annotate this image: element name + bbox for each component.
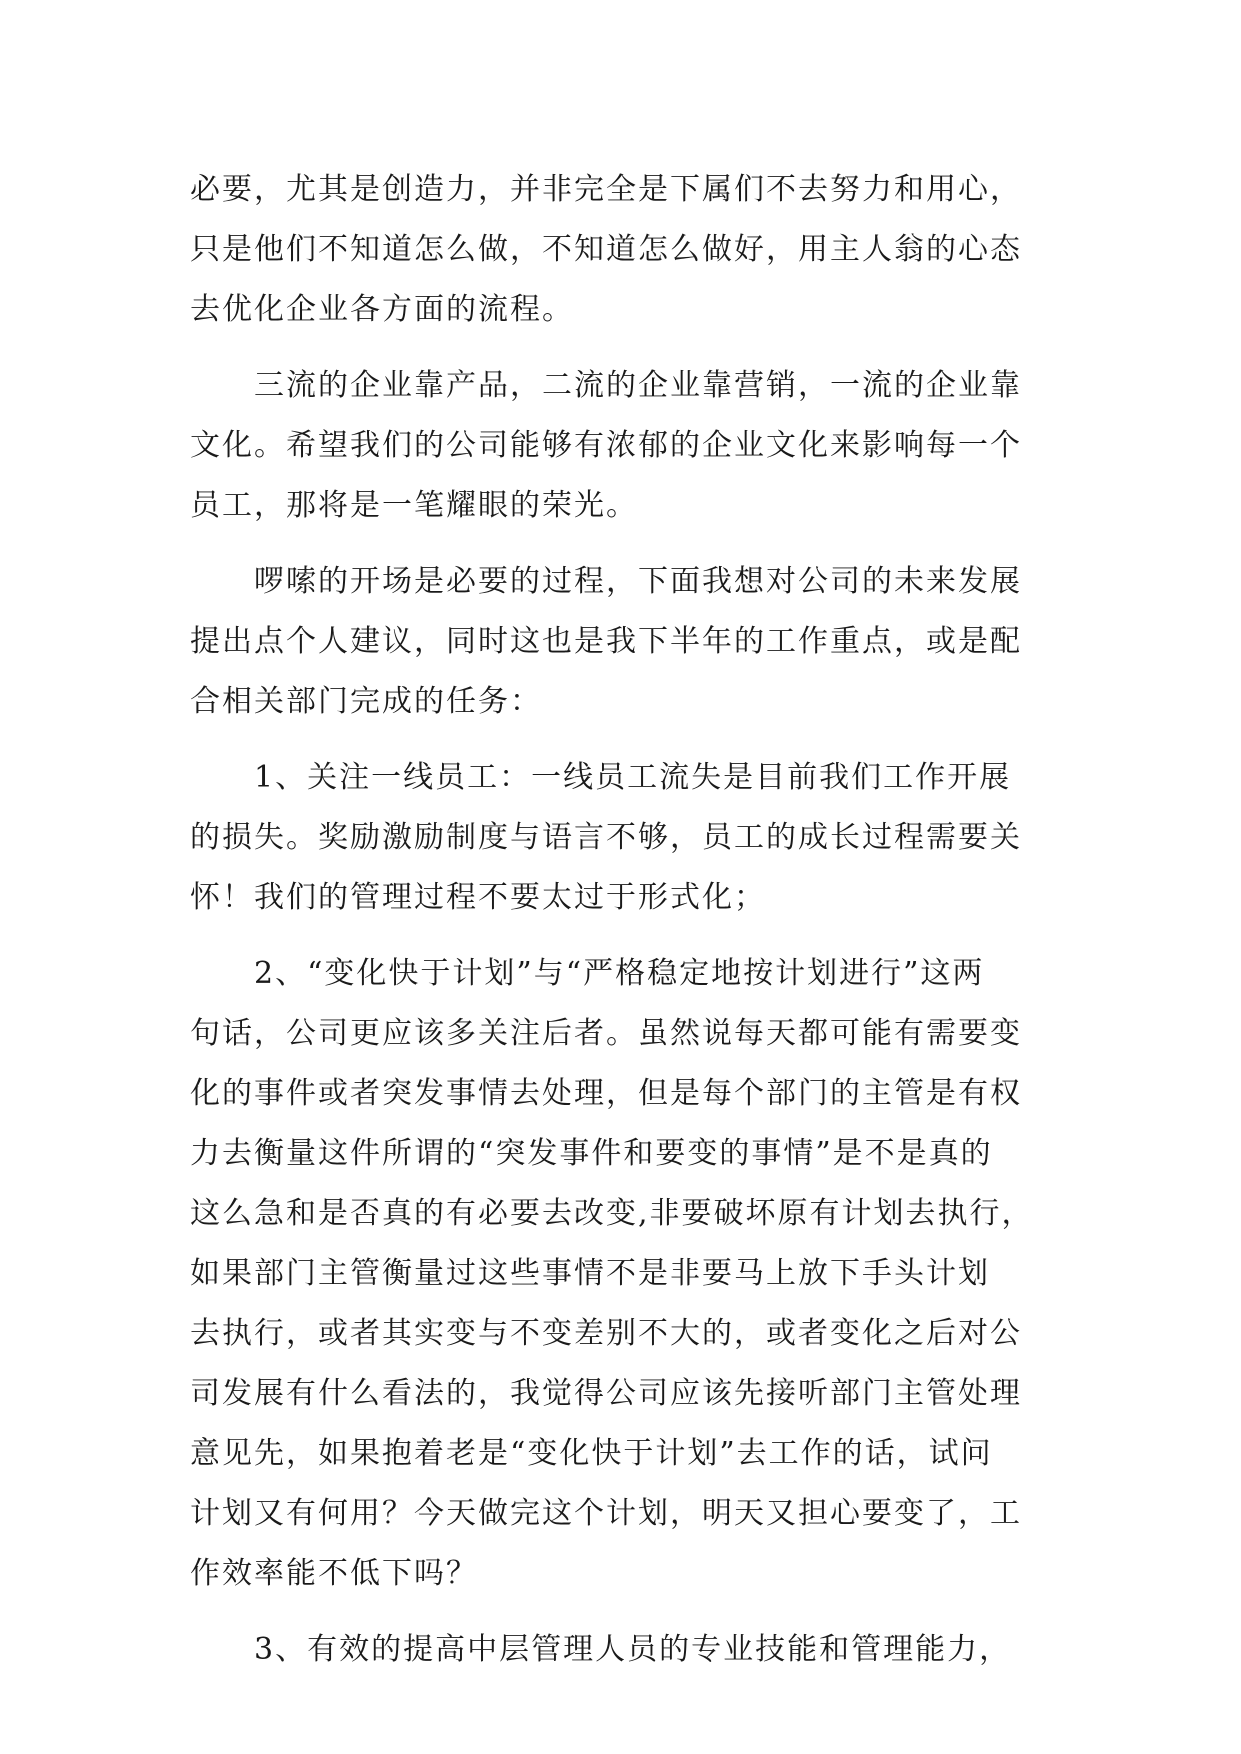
text-line: 的损失。奖励激励制度与语言不够，员工的成长过程需要关 xyxy=(190,820,1022,855)
text-line: 句话，公司更应该多关注后者。虽然说每天都可能有需要变 xyxy=(190,1016,1022,1051)
text-line: 文化。希望我们的公司能够有浓郁的企业文化来影响每一个 xyxy=(190,428,1022,463)
text-line: 只是他们不知道怎么做，不知道怎么做好，用主人翁的心态 xyxy=(190,232,1022,267)
paragraph-6 xyxy=(190,1620,1070,1680)
paragraph-5 xyxy=(190,944,1070,1604)
text-line: 意见先，如果抱着老是“变化快于计划”去工作的话，试问 xyxy=(190,1436,993,1471)
paragraph-1 xyxy=(190,160,1070,340)
text-line: 去执行，或者其实变与不变差别不大的，或者变化之后对公 xyxy=(190,1316,1022,1351)
paragraph-4 xyxy=(190,748,1070,928)
text-line: 1、关注一线员工：一线员工流失是目前我们工作开展 xyxy=(254,760,1012,795)
text-line: 必要，尤其是创造力，并非完全是下属们不去努力和用心， xyxy=(190,172,1022,207)
text-line: 三流的企业靠产品，二流的企业靠营销，一流的企业靠 xyxy=(254,368,1022,403)
paragraph-3 xyxy=(190,552,1070,732)
text-line: 员工，那将是一笔耀眼的荣光。 xyxy=(190,488,638,523)
text-line: 合相关部门完成的任务： xyxy=(190,684,542,719)
text-line: 作效率能不低下吗？ xyxy=(190,1556,478,1591)
text-line: 力去衡量这件所谓的“突发事件和要变的事情”是不是真的 xyxy=(190,1136,993,1171)
paragraph-2 xyxy=(190,356,1070,536)
text-line: 化的事件或者突发事情去处理，但是每个部门的主管是有权 xyxy=(190,1076,1022,1111)
text-line: 3、有效的提高中层管理人员的专业技能和管理能力， xyxy=(254,1632,1012,1667)
text-line: 啰嗦的开场是必要的过程，下面我想对公司的未来发展 xyxy=(254,564,1022,599)
text-line: 这么急和是否真的有必要去改变,非要破坏原有计划去执行， xyxy=(190,1196,1034,1231)
text-line: 司发展有什么看法的，我觉得公司应该先接听部门主管处理 xyxy=(190,1376,1022,1411)
text-line: 去优化企业各方面的流程。 xyxy=(190,292,574,327)
text-line: 提出点个人建议，同时这也是我下半年的工作重点，或是配 xyxy=(190,624,1022,659)
document-body xyxy=(190,160,1070,1696)
text-line: 2、“变化快于计划”与“严格稳定地按计划进行”这两 xyxy=(254,956,985,991)
text-line: 怀！我们的管理过程不要太过于形式化； xyxy=(190,880,766,915)
text-line: 如果部门主管衡量过这些事情不是非要马上放下手头计划 xyxy=(190,1256,990,1291)
text-line: 计划又有何用？今天做完这个计划，明天又担心要变了，工 xyxy=(190,1496,1022,1531)
